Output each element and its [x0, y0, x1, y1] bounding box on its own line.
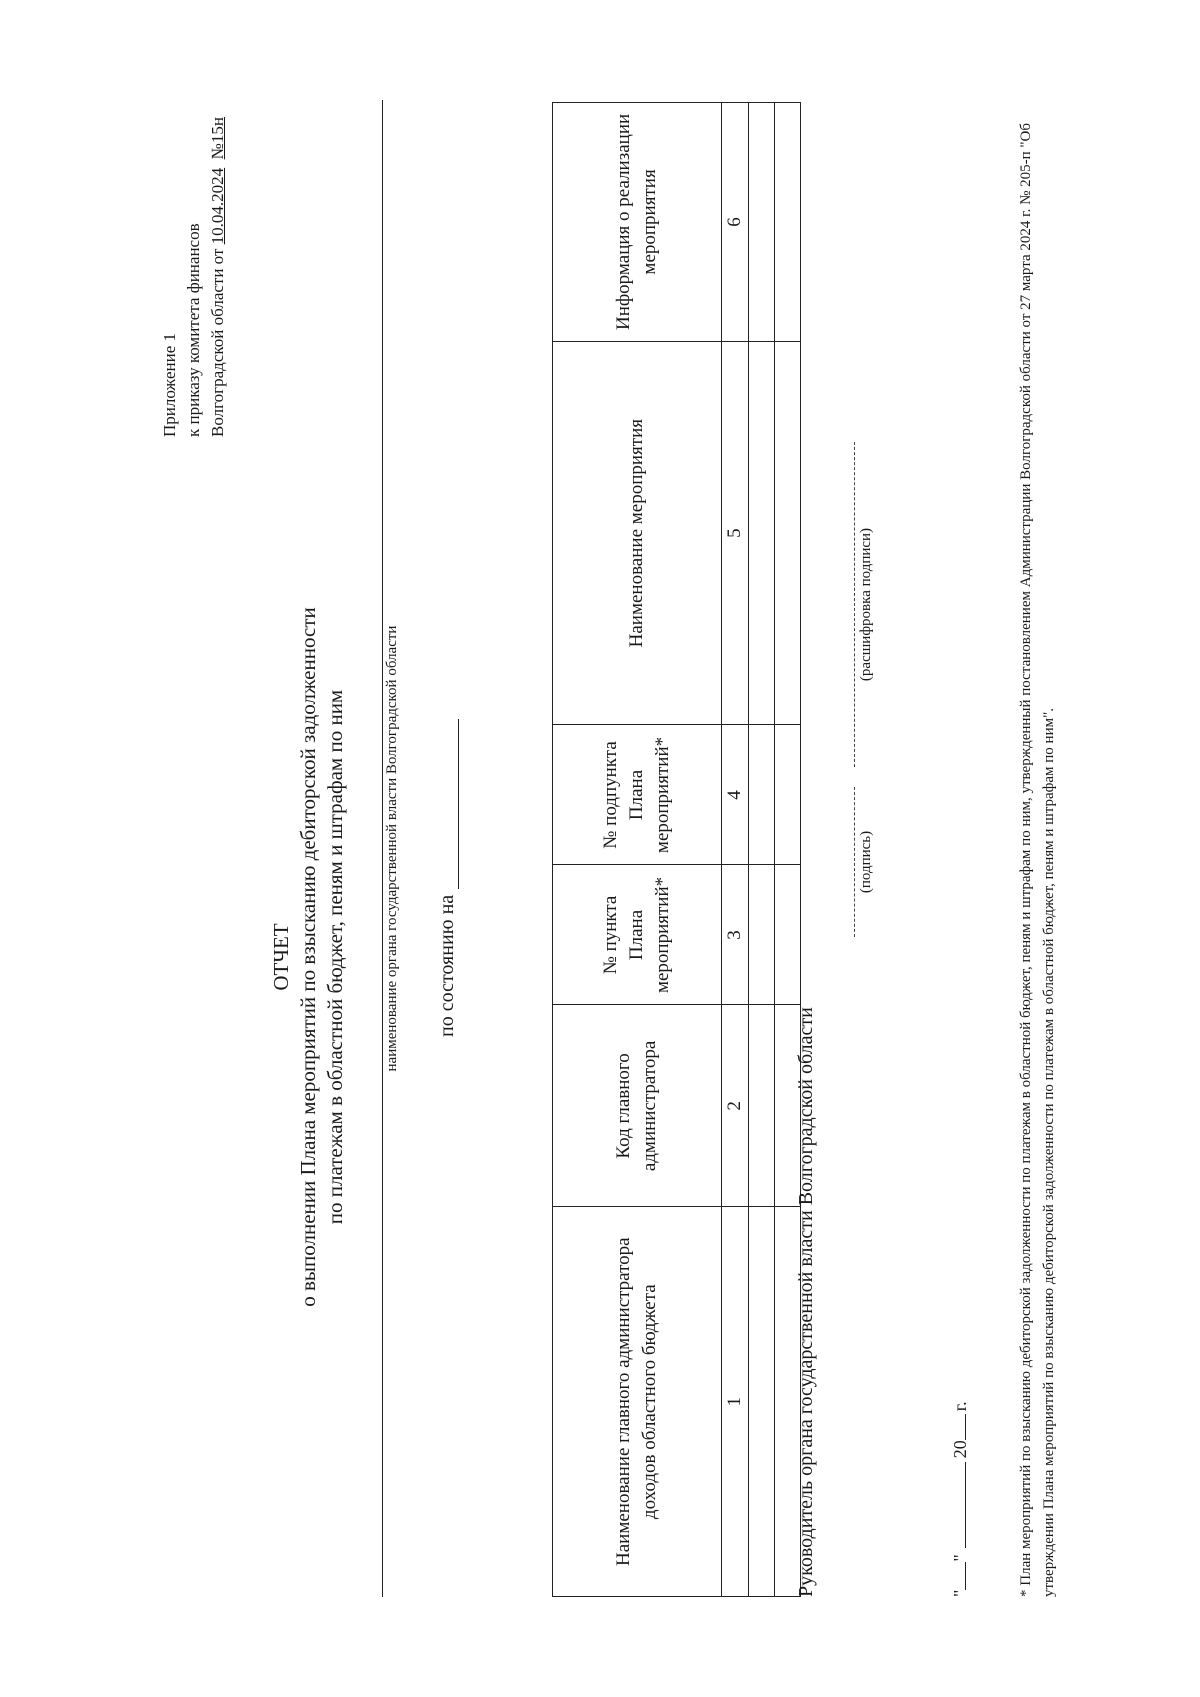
table-cell	[775, 725, 801, 865]
table-cell	[775, 865, 801, 1005]
table-cell	[749, 725, 775, 865]
date-year-prefix: 20	[950, 1440, 970, 1459]
date-year-suffix: г.	[950, 1401, 970, 1412]
signature-line	[854, 787, 855, 937]
appendix-number: №15н	[208, 117, 227, 160]
as-of-date-line	[458, 719, 459, 889]
table-column-numbers-row	[722, 103, 749, 1597]
appendix-line-2: к приказу комитета финансов	[184, 223, 203, 437]
appendix-date: 10.04.2024	[208, 167, 227, 245]
column-number: 6	[722, 103, 749, 342]
column-number: 1	[722, 1207, 749, 1597]
table-cell	[749, 341, 775, 725]
column-number: 3	[722, 865, 749, 1005]
organization-name-line	[382, 100, 383, 1597]
signature-decode-line	[854, 442, 855, 767]
header-measure-info: Информация о реализации мероприятия	[553, 103, 722, 342]
appendix-line-3-prefix: Волгоградской области от	[208, 244, 227, 437]
header-measure-name: Наименование мероприятия	[553, 341, 722, 725]
report-subtitle-line-2: по платежам в областной бюджет, пеням и штрафам по ним	[323, 689, 347, 1225]
header-admin-name: Наименование главного администратора доходов областного бюджета	[553, 1207, 722, 1597]
table-cell	[749, 1005, 775, 1207]
date-open-quote: "	[950, 1589, 970, 1597]
table-cell	[749, 1207, 775, 1597]
header-plan-item: № пункта Плана мероприятий*	[553, 865, 722, 1005]
column-number: 4	[722, 725, 749, 865]
organization-caption: наименование органа государственной власти Волгоградской области	[384, 625, 400, 1072]
report-title: ОТЧЕТ	[269, 923, 293, 991]
date-line	[950, 1401, 971, 1597]
header-plan-subitem: № подпункта Плана мероприятий*	[553, 725, 722, 865]
signature-caption: (подпись)	[858, 830, 874, 894]
table-row	[749, 103, 775, 1597]
table-header-row	[553, 103, 722, 1597]
signature-decode-caption: (расшифровка подписи)	[858, 527, 874, 682]
date-close-quote: "	[950, 1554, 970, 1562]
report-subtitle-line-1: о выполнении Плана мероприятий по взысканию дебиторской задолженности	[296, 607, 320, 1307]
measures-table	[552, 102, 801, 1597]
header-admin-code: Код главного администратора	[553, 1005, 722, 1207]
table-cell	[775, 103, 801, 342]
column-number: 5	[722, 341, 749, 725]
head-signer-label: Руководитель органа государственной власти Волгоградской области	[795, 1007, 817, 1597]
appendix-line-1: Приложение 1	[160, 333, 179, 437]
appendix-line-3	[206, 117, 230, 437]
table-cell	[749, 865, 775, 1005]
table-cell	[775, 341, 801, 725]
as-of-label: по состоянию на	[436, 894, 458, 1037]
footnote: * План мероприятий по взысканию дебиторской задолженности по платежам в областной бюджет, пеням и штрафам по ним, утвержденный постановлением Администрации Волгоградской области от 27 марта 2024 г. № 205-п "Об утверждении Плана мероприятий по взысканию дебиторской задолженности по платежам в областной бюджет, пеням и штрафам по ним".	[1018, 122, 1057, 1597]
column-number: 2	[722, 1005, 749, 1207]
table-cell	[749, 103, 775, 342]
appendix-block	[158, 117, 230, 437]
